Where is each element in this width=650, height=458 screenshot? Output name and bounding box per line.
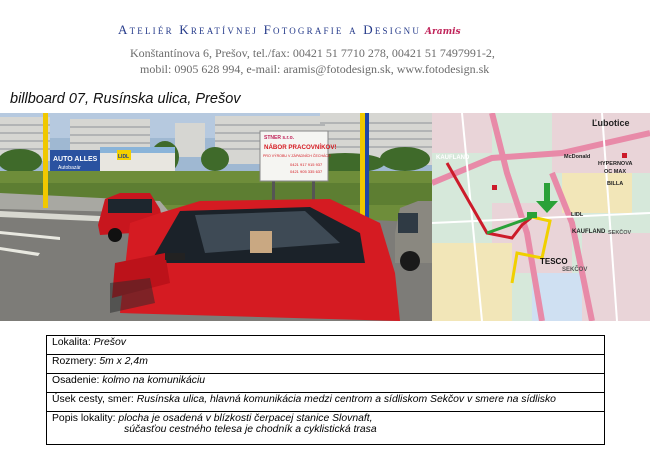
map-label-mcdonald: McDonald [564,154,591,160]
studio-name [118,22,461,38]
map-label-hypernova: HYPERNOVA [598,161,633,167]
map-label-kaufland-2: KAUFLAND [572,229,606,235]
usek-value: Rusínska ulica, hlavná komunikácia medzi centrom a sídliskom Sekčov v smere na sídlisko [136,394,556,405]
shop-sign-sub: Autobazár [58,165,81,171]
lokalita-value: Prešov [93,337,126,348]
lokalita-label: Lokalita: [52,337,91,348]
row-osadenie [47,374,605,393]
row-lokalita [47,336,605,355]
map-label-sekcov-2: SEKČOV [562,267,588,273]
billboard-phone-2: 0421 905 335 637 [290,169,323,174]
shop-sign: AUTO ALLES [53,156,98,163]
map-label-oc-max: OC MAX [604,169,626,175]
rozmery-label: Rozmery: [52,356,97,367]
location-map [432,113,650,321]
osadenie-label: Osadenie: [52,375,100,386]
popis-line-2: súčasťou cestného telesa je chodník a cyklistická trasa [124,424,377,435]
row-popis-lokality [47,412,605,445]
map-label-kaufland-1: KAUFLAND [436,155,470,161]
map-label-sekcov-1: SEKČOV [608,230,632,236]
letterhead [0,0,650,82]
osadenie-value: kolmo na komunikáciu [102,375,206,386]
usek-label: Úsek cesty, smer: [52,394,134,405]
signature-logo: Aramis [425,27,461,37]
popis-line-1: plocha je osadená v blízkosti čerpacej stanice Slovnaft, [118,413,373,424]
map-label-billa: BILLA [607,181,624,187]
row-usek-cesty [47,393,605,412]
street-photo [0,113,432,321]
location-map-image [432,113,650,321]
popis-label: Popis lokality: [52,413,116,424]
billboard-brand: STNER s.r.o. [264,135,295,141]
billboard-line2: PRO VÝROBU V ZÁPADNÍCH ČECHÁCH [263,154,331,158]
street-photo-image [0,113,432,321]
row-rozmery [47,355,605,374]
store-sign: LIDL [118,154,130,160]
rozmery-value: 5m x 2,4m [99,356,148,367]
map-label-tesco: TESCO [540,257,568,266]
billboard-title: billboard 07, Rusínska ulica, Prešov [10,91,241,107]
map-label-lidl: LIDL [571,212,584,218]
map-label-lubotice: Ľubotice [592,118,630,128]
address-line-1: Konštantínova 6, Prešov, tel./fax: 00421 51 7710 278, 00421 51 7497991-2, [130,46,495,60]
billboard-headline: NÁBOR PRACOVNÍKOV! [264,144,337,151]
billboard-details-table [46,335,605,445]
billboard-phone-1: 0421 917 915 937 [290,162,323,167]
address-line-2: mobil: 0905 628 994, e-mail: aramis@fotodesign.sk, www.fotodesign.sk [140,62,490,76]
studio-name-text: Ateliér Kreatívnej Fotografie a Designu [118,22,422,37]
